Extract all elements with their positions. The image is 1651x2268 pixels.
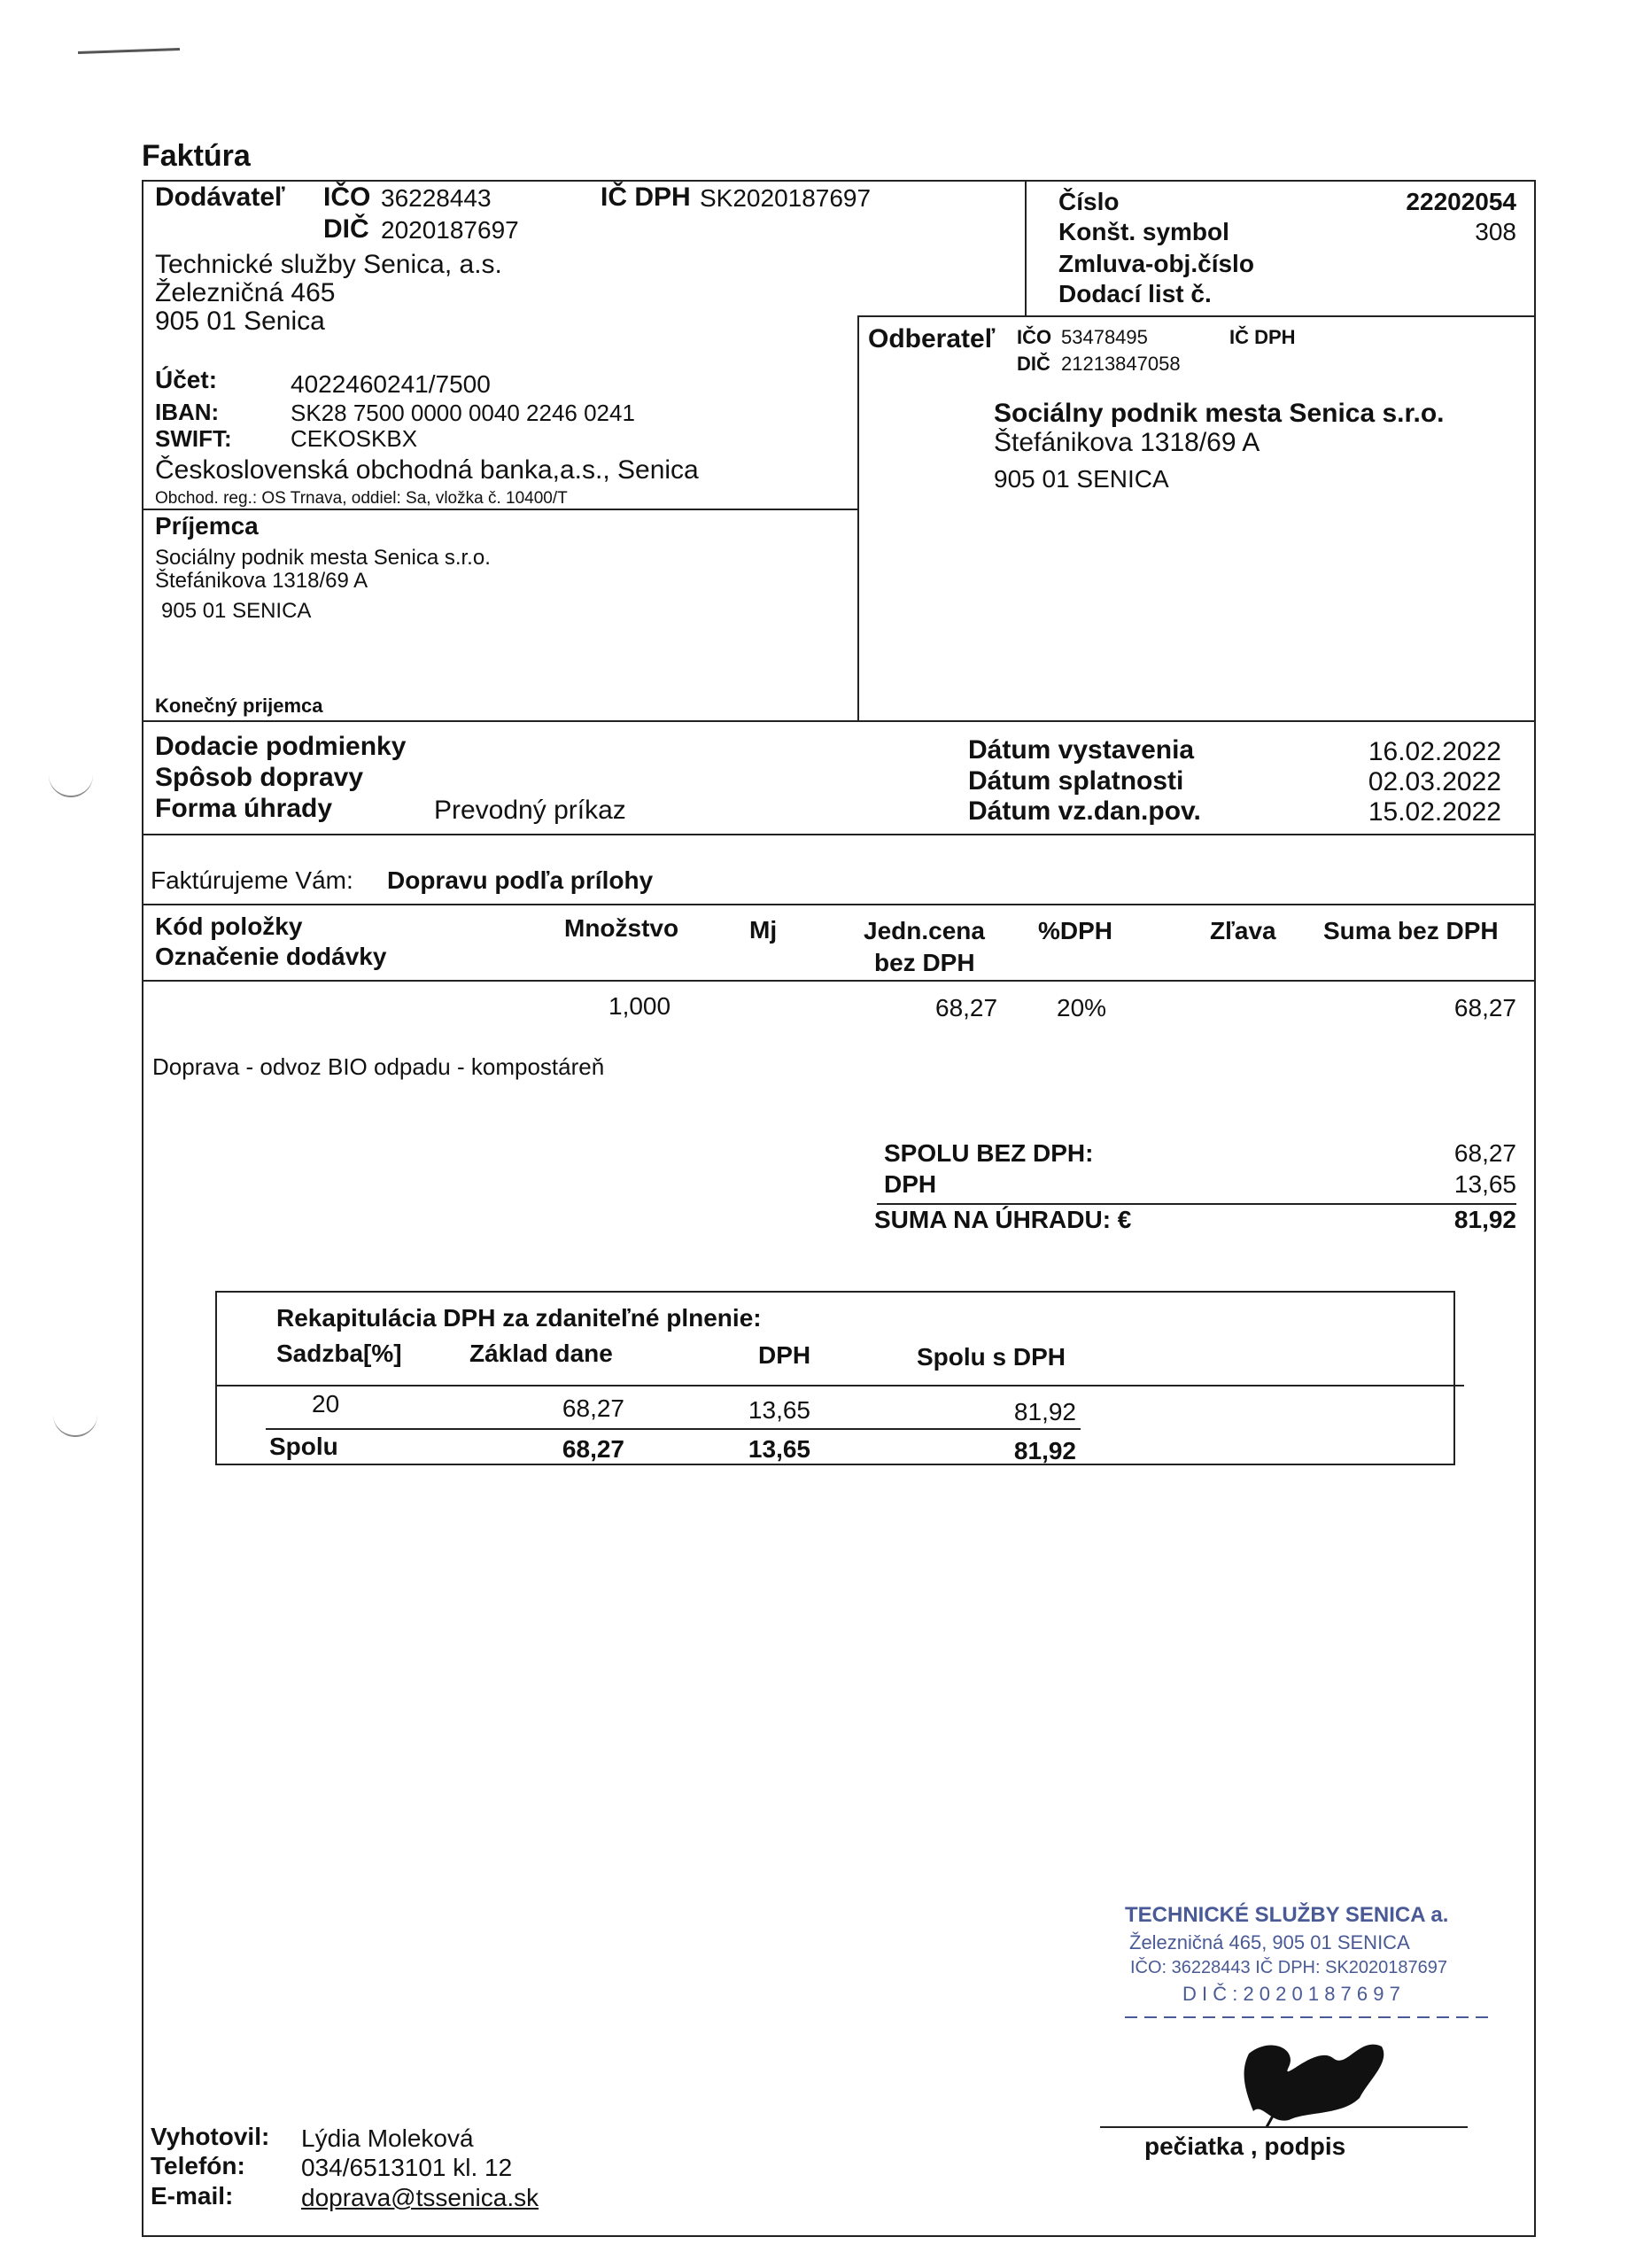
vat-recap-rate: 20 bbox=[312, 1390, 340, 1418]
vat-recap-total: 81,92 bbox=[1013, 1398, 1076, 1425]
signature-label: pečiatka , podpis bbox=[1144, 2132, 1346, 2160]
items-header-bottom-line bbox=[142, 980, 1536, 982]
col-sum-header: Suma bez DPH bbox=[1323, 917, 1499, 944]
customer-name: Sociálny podnik mesta Senica s.r.o. bbox=[994, 399, 1445, 428]
delivery-terms-label: Dodacie podmienky bbox=[155, 732, 407, 761]
supplier-account-label: Účet: bbox=[155, 366, 218, 393]
item-sum: 68,27 bbox=[1453, 994, 1516, 1021]
col-vat-header: %DPH bbox=[1038, 917, 1113, 944]
issued-by: Lýdia Moleková bbox=[301, 2124, 474, 2152]
subtotal-label: SPOLU BEZ DPH: bbox=[884, 1139, 1094, 1167]
supplier-city: 905 01 Senica bbox=[155, 307, 325, 336]
tax-date: 15.02.2022 bbox=[1368, 797, 1501, 827]
due-date: 02.03.2022 bbox=[1368, 767, 1501, 796]
vat-recap-col-base: Základ dane bbox=[469, 1340, 613, 1367]
issued-by-label: Vyhotovil: bbox=[151, 2123, 270, 2150]
const-symbol: 308 bbox=[1475, 218, 1516, 245]
supplier-dic: 2020187697 bbox=[381, 216, 519, 244]
email-link[interactable]: doprava@tssenica.sk bbox=[301, 2184, 539, 2211]
customer-street: Štefánikova 1318/69 A bbox=[994, 428, 1260, 457]
customer-ico: 53478495 bbox=[1061, 326, 1148, 348]
supplier-swift: CEKOSKBX bbox=[291, 425, 418, 452]
invoice-number: 22202054 bbox=[1406, 188, 1516, 215]
tax-date-label: Dátum vz.dan.pov. bbox=[968, 796, 1201, 826]
punch-hole-mark-lower bbox=[53, 1400, 97, 1437]
supplier-ico-label: IČO bbox=[323, 183, 371, 212]
customer-top-line bbox=[859, 315, 1536, 317]
stamp-line-1: TECHNICKÉ SLUŽBY SENICA a. bbox=[1125, 1903, 1449, 1927]
signature-line bbox=[1100, 2126, 1468, 2128]
stamp-line-3: IČO: 36228443 IČ DPH: SK2020187697 bbox=[1130, 1958, 1448, 1977]
supplier-ico: 36228443 bbox=[381, 184, 492, 212]
supplier-bank: Československá obchodná banka,a.s., Senica bbox=[155, 455, 699, 485]
supplier-name: Technické služby Senica, a.s. bbox=[155, 250, 502, 279]
customer-city: 905 01 SENICA bbox=[994, 465, 1169, 493]
customer-dic: 21213847058 bbox=[1061, 353, 1181, 375]
customer-icdph-label: IČ DPH bbox=[1229, 326, 1296, 348]
vat-recap-sum-total: 81,92 bbox=[1013, 1437, 1076, 1464]
punch-hole-mark-upper bbox=[49, 760, 93, 797]
col-qty-header: Množstvo bbox=[564, 914, 679, 942]
issue-date-label: Dátum vystavenia bbox=[968, 735, 1195, 765]
recipient-street: Štefánikova 1318/69 A bbox=[155, 569, 368, 593]
contract-label: Zmluva-obj.číslo bbox=[1058, 250, 1254, 277]
stamp-line-4: D I Č : 2 0 2 0 1 8 7 6 9 7 bbox=[1182, 1983, 1400, 2005]
supplier-iban: SK28 7500 0000 0040 2246 0241 bbox=[291, 400, 635, 426]
invoice-title: Faktúra bbox=[142, 139, 251, 173]
items-header-top-line bbox=[142, 904, 1536, 905]
customer-dic-label: DIČ bbox=[1017, 353, 1050, 375]
vat-recap-col-total: Spolu s DPH bbox=[917, 1343, 1066, 1371]
supplier-registry: Obchod. reg.: OS Trnava, oddiel: Sa, vložka č. 10400/T bbox=[155, 489, 568, 508]
supplier-heading: Dodávateľ bbox=[155, 183, 285, 212]
item-qty: 1,000 bbox=[608, 992, 671, 1020]
stamp-line-2: Železničná 465, 905 01 SENICA bbox=[1129, 1931, 1410, 1953]
signature bbox=[1236, 2027, 1395, 2129]
col-unit-header: Mj bbox=[749, 916, 778, 944]
issue-date: 16.02.2022 bbox=[1368, 737, 1501, 766]
col-designation-header: Označenie dodávky bbox=[155, 943, 387, 970]
supplier-icdph: SK2020187697 bbox=[700, 184, 872, 212]
total-value: 81,92 bbox=[1453, 1206, 1516, 1233]
delivery-note-label: Dodací list č. bbox=[1058, 280, 1212, 307]
col-discount-header: Zľava bbox=[1210, 917, 1276, 944]
supplier-icdph-label: IČ DPH bbox=[601, 183, 691, 212]
supplier-dic-label: DIČ bbox=[323, 214, 369, 244]
supplier-street: Železničná 465 bbox=[155, 278, 336, 307]
subtotal-value: 68,27 bbox=[1453, 1139, 1516, 1167]
header-divider-vertical bbox=[1025, 180, 1027, 317]
vat-label: DPH bbox=[884, 1170, 937, 1198]
email-label: E-mail: bbox=[151, 2182, 234, 2210]
vat-recap-col-vat: DPH bbox=[758, 1341, 811, 1369]
phone-label: Telefón: bbox=[151, 2152, 245, 2179]
recipient-name: Sociálny podnik mesta Senica s.r.o. bbox=[155, 546, 491, 570]
vat-recap-sum-vat: 13,65 bbox=[748, 1435, 810, 1463]
payment-label: Forma úhrady bbox=[155, 794, 333, 823]
customer-heading: Odberateľ bbox=[868, 324, 996, 353]
col-code-header: Kód položky bbox=[155, 913, 303, 940]
recipient-city: 905 01 SENICA bbox=[161, 599, 312, 623]
vat-recap-sum-line bbox=[266, 1428, 1081, 1430]
signature-scribble bbox=[1236, 2027, 1395, 2129]
item-vat: 20% bbox=[1057, 994, 1107, 1021]
col-price-header-2: bez DPH bbox=[874, 949, 975, 976]
const-symbol-label: Konšt. symbol bbox=[1058, 218, 1229, 245]
due-date-label: Dátum splatnosti bbox=[968, 766, 1184, 796]
supplier-swift-label: SWIFT: bbox=[155, 425, 232, 452]
invoice-number-label: Číslo bbox=[1058, 188, 1120, 215]
vat-recap-sum-label: Spolu bbox=[269, 1433, 338, 1460]
col-price-header: Jedn.cena bbox=[864, 917, 985, 944]
transport-label: Spôsob dopravy bbox=[155, 763, 364, 792]
vat-recap-vat: 13,65 bbox=[748, 1396, 810, 1424]
vat-recap-sum-base: 68,27 bbox=[562, 1435, 624, 1463]
recipient-top-line bbox=[142, 509, 859, 510]
supplier-account: 4022460241/7500 bbox=[291, 370, 491, 398]
vat-value: 13,65 bbox=[1453, 1170, 1516, 1198]
stamp-cut-line bbox=[1125, 2016, 1488, 2018]
terms-top-line bbox=[142, 720, 1536, 722]
vat-recap-header-line bbox=[215, 1385, 1464, 1386]
item-price: 68,27 bbox=[935, 994, 998, 1021]
supplier-iban-label: IBAN: bbox=[155, 399, 220, 425]
payment-method: Prevodný príkaz bbox=[434, 796, 626, 825]
totals-line bbox=[877, 1203, 1516, 1205]
vat-recap-base: 68,27 bbox=[562, 1394, 624, 1422]
billing-intro: Faktúrujeme Vám: bbox=[151, 866, 353, 894]
phone: 034/6513101 kl. 12 bbox=[301, 2154, 513, 2181]
terms-bottom-line bbox=[142, 834, 1536, 835]
item-description: Doprava - odvoz BIO odpadu - kompostáreň bbox=[152, 1053, 605, 1080]
customer-ico-label: IČO bbox=[1017, 326, 1052, 348]
customer-left-line bbox=[857, 315, 859, 722]
scan-mark-top bbox=[78, 48, 180, 54]
total-label: SUMA NA ÚHRADU: € bbox=[874, 1206, 1132, 1233]
vat-recap-col-rate: Sadzba[%] bbox=[276, 1340, 402, 1367]
recipient-heading: Príjemca bbox=[155, 512, 259, 540]
final-recipient-label: Konečný prijemca bbox=[155, 695, 323, 717]
vat-recap-title: Rekapitulácia DPH za zdaniteľné plnenie: bbox=[276, 1304, 762, 1332]
billing-subject: Dopravu podľa prílohy bbox=[387, 866, 654, 894]
